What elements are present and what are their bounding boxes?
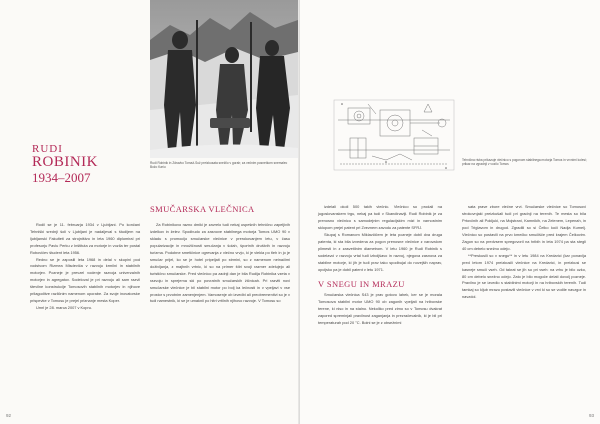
bio-paragraph: Umrl je 28. marca 2007 v Kopru. xyxy=(36,304,93,310)
person-first-name: RUDI xyxy=(32,143,63,155)
ski-lift-drawing xyxy=(328,90,460,180)
column-paragraph: izdelali okoli 500 takih vlečnic. Vlečnico so prodali na jugoslovanskem trgu, nekaj pa tudi v Skandinaviji. Rudi Robinik je za prenosno vlečnico s samodejnim regulacijskim mizi in varnostnim sklopom prejel patent pri Zveznem zavodu za patente SFRJ. xyxy=(318,204,442,230)
technical-diagram xyxy=(328,90,460,180)
section-heading: SMUČARSKA VLEČNICA xyxy=(150,204,255,214)
biography-text xyxy=(30,222,140,312)
photo-caption: Rudi Robinik in Zdravko Tomaž-Suž preizkusata snežilo v gorah; za večnim posnetkom snemalec Božo Kariu xyxy=(150,161,288,169)
section-text xyxy=(150,222,290,305)
diagram-caption: Tehnična risba prikazuje vlečnico s pogonom stabilnega motorja Tomos in vrvnimi kolesi; prikaz na vgradnji v vozilo Tomos xyxy=(462,158,587,166)
column-paragraph: **Preskusili so v snegu** in v letu 1984 na Kredarici (kar ponavlja pred letom 1974 preizkusili vlečnice na Kredarici, in preizkusi se kasneje smuči vseh. Od takrat se jih so pri vseh: na vrhu je bilo ozko, 80 cm debelo snežno odejo. Zato je bilo mogoče delati dovolj pozneje. Pravilno je se izvedlo s stabilnimi motorji in na hribovskih terenih. Tudi tamkaj so kljub mrazu postavili vlečnice v vrvi ki so se vodile navzgor in navzdol. xyxy=(462,252,586,300)
person-name-block xyxy=(32,143,142,185)
column-paragraph: Skupaj s Romanom Miklavčičem je leta pozneje dobil dva druga patenta, ki sta bila izvedena za pogon prenosne vlečnice z varovalom plimesti in z zasvetilnim diametrom. V letu 1960 je Rudi Robinik s sodelavci v razvoju vrtal tudi izboljšavo in razvoj, njegova zasnova za stabilne motorje, ki jih je tudi prav tako spodbujal do novejših naprav, opcijsko pa je dobil patent v letu 1971. xyxy=(318,231,442,272)
page-number: 92 xyxy=(6,413,12,418)
bio-paragraph: Rodil se je 11. februarja 1934 v Ljubljani. Po končani Tehniški srednji šoli v Ljubljani je nadaljeval s študijem na ljubljanski Fakulteti za strojništvo in leta 1960 diplomiral pri profesorju Pavlu Perku z Inštituta za motorje in vozila ter postal Robovičev študent leta 1956. xyxy=(30,222,140,255)
person-last-name: ROBINIK xyxy=(32,154,98,170)
section-heading: V SNEGU IN MRAZU xyxy=(318,278,405,289)
person-years: 1934–2007 xyxy=(32,170,91,185)
historic-photo xyxy=(150,0,298,158)
bio-paragraph: Redno se je zaposlil leta 1968 in delal v skupini pod vodstvom Rizmea Misdeviča v razvoju krmilni in stabilnih motorjev. Pozneje je prevzel vodenje razvoja univerzalnih motorjev in agregatov. Sodeloval je pri razvoju ali sam razvil številne konstrukcije Tomosovih stabilnih motorjev in njihove prilagoditve različnim namenom uporabe. Za svoje inovatorske prispevke v Tomosu je prejel priznanje mesta Koper. xyxy=(30,256,140,303)
photo-illustration xyxy=(150,0,298,158)
text-column-left xyxy=(318,204,442,327)
column-paragraph: sata prave zbore vlečne vrvi. Smučarske vlečnice so Tomosovi strokovnjaki preizkušali tudi pri gradnji na terenih. Te mesta so bila Prtovčnih ali Pokljuki, na Mojstrani, Kamnikih, na Zelenem, Lepenah, in pod Triglavom in drugod. Zgradili so si Čelko koči Nadja Kumelj. Vlečnico so postavili na prvo kmečko smučišče pred krajem Čelkovim. Zagon so na predvsem spregovoril na hribih in leta 1974 pa sta stegli 40 cm debelo snežno odejo. xyxy=(462,204,586,251)
section-paragraph: Za Robinikovo razno dmiki je zavrelo tudi nekaj uspešnih tehnično zapeljivih izdelkov in želev. Spodbudo za zasnove stabilnega motorja Tomos UMO 90 v skladu s promocijo smučarske vlečnice v prerokovanjem letu, v času popularizacije in množičnosti smučanja v šolah, športnih društvih in razvoju turizma. Podobne smetičnice ogrevanja z vlečno vrvjo, ki je vlekla po tleh in jo je smučar prijel, ko se je hotel pripeljati po strmini, so z namenom neinačimi doživljanja, z majhnih vrtnic, ki so na primer štiri svoji razmer zdelujejo ali turistično smučarske. Pred vlečnico pa zadnji dan je bila Rudija Robinika vzeta v razvoju in sprejema ski po povratnih smučarskih žičnicah. Pri razviti novi smučarske vlečnice je bil stabilni motor po bolj ka lečnosti in v vpeljavi v vse prostor s prvotnim zamenjenjem. Vamosenje ob izvedbi ali preobremenitvi so je v tudi namestnik, ki se je umaknil po hitri vrtilnih njihovo razvoje. V Tomosu so xyxy=(150,222,290,304)
right-page xyxy=(300,0,600,424)
text-column-right xyxy=(462,204,586,301)
section-paragraph: Smučarska vlečnica S43 je prav gotovo lahek, ker se je morala Tomosova stabilni motor UMO 90 ob zagonih vpeljati na hribovske terene, ki niso in na stalno. Nekoliko pred zimo so v Tomosu dvakrat zapored spreminjali pravilnost zaganjanja in prezračevalnik, ki je bil pri temperaturah pod 20 °C. Bolni se je z obsežnimi xyxy=(318,292,442,326)
page-number: 93 xyxy=(588,413,594,418)
